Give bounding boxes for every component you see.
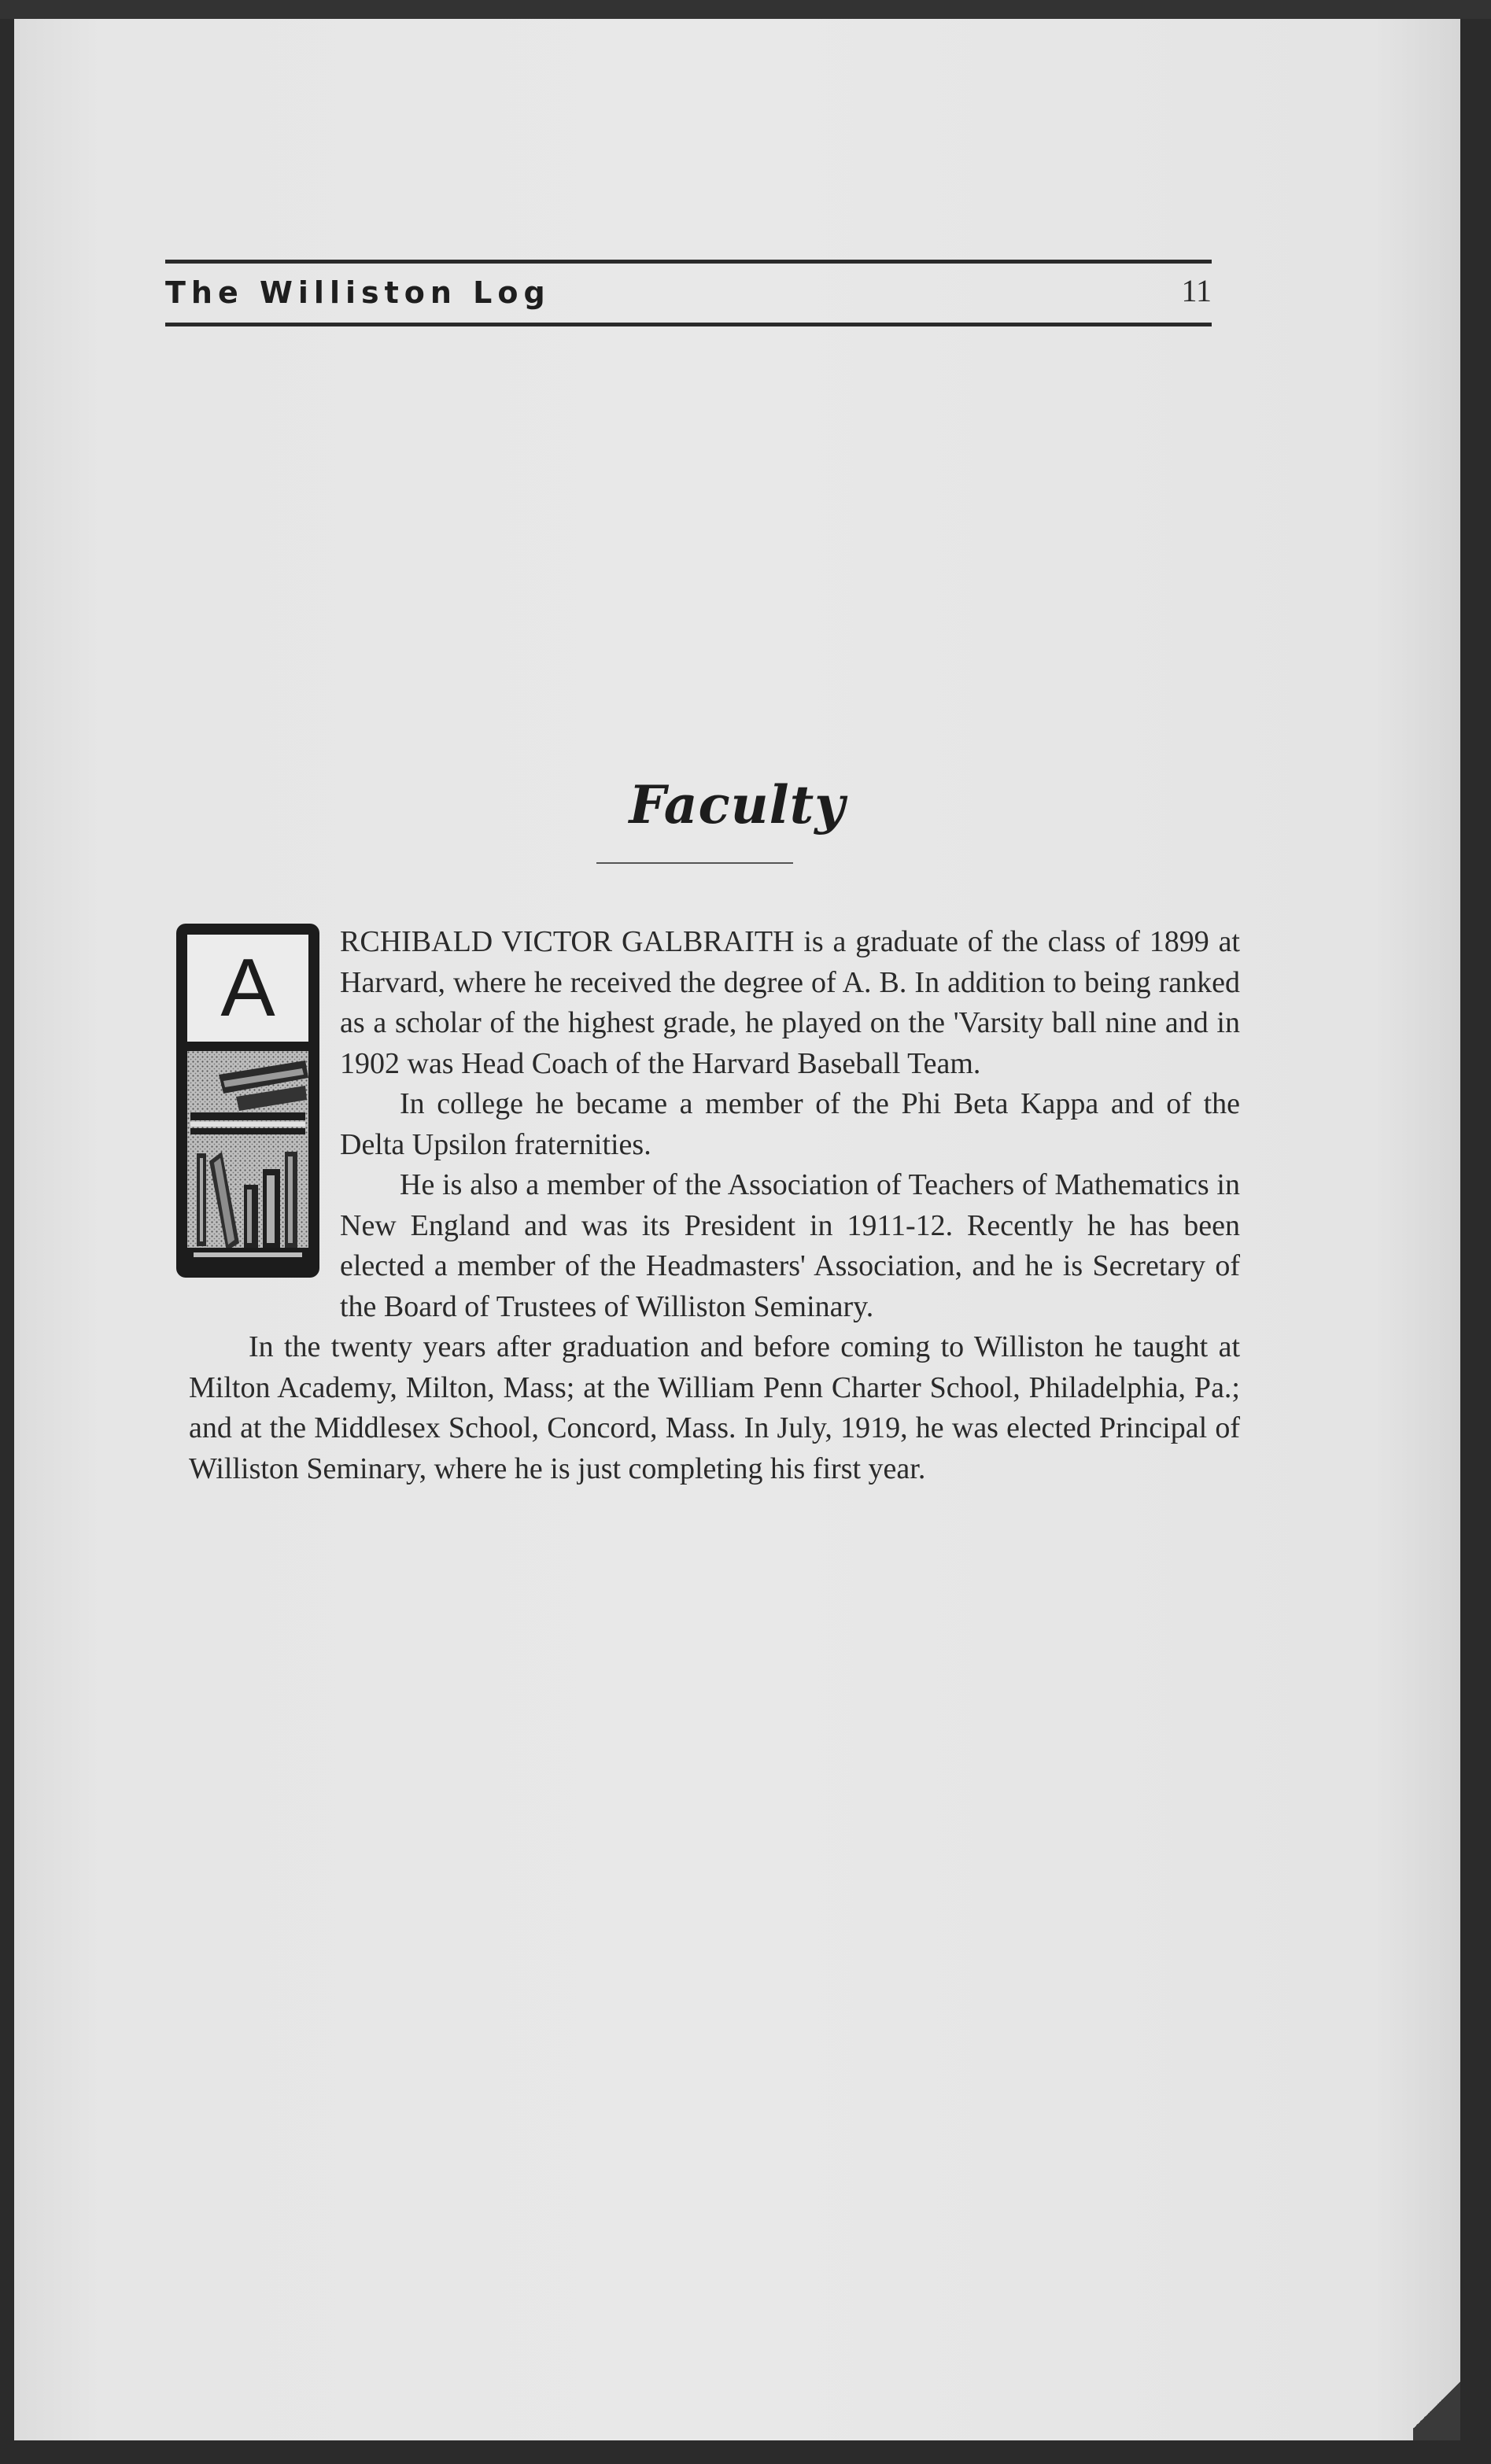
- document-page: [14, 19, 1460, 2440]
- page-corner: [1413, 2370, 1460, 2440]
- paragraph-3: He is also a member of the Association of Teachers of Mathematics in New England and was its President in 1911-12. Recently he has been elected a member of the Headmasters' Association, and he is Secretary of the Board of Trustees of Williston Seminary.: [340, 1168, 1240, 1323]
- drop-cap-letter: A: [187, 935, 308, 1042]
- scan-border: [0, 0, 1491, 19]
- section-heading: Faculty: [629, 774, 846, 835]
- paragraph-1: RCHIBALD VICTOR GALBRAITH is a graduate of the class of 1899 at Harvard, where he received the degree of A. B. In addition to being ranked as a scholar of the highest grade, he played on the 'Varsity ball nine and in 1902 was Head Coach of the Harvard Baseball Team.: [340, 925, 1240, 1080]
- page-number: 11: [1181, 273, 1212, 308]
- header-rule-bottom: [165, 323, 1212, 326]
- paragraph-2: In college he became a member of the Phi Beta Kappa and of the Delta Upsilon fraternities.: [340, 1087, 1240, 1161]
- paragraph-4: In the twenty years after graduation and before coming to Williston he taught at Milton Academy, Milton, Mass; at the William Penn Charter School, Philadelphia, Pa.; and at the Middlesex School, Concord, Mass. In July, 1919, he was elected Principal of Williston Seminary, where he is just completing his first year.: [189, 1330, 1240, 1485]
- header-rule-top: [165, 260, 1212, 264]
- heading-rule: [596, 862, 793, 864]
- body-text: [189, 922, 1240, 1489]
- running-header-title: The Williston Log: [165, 275, 551, 310]
